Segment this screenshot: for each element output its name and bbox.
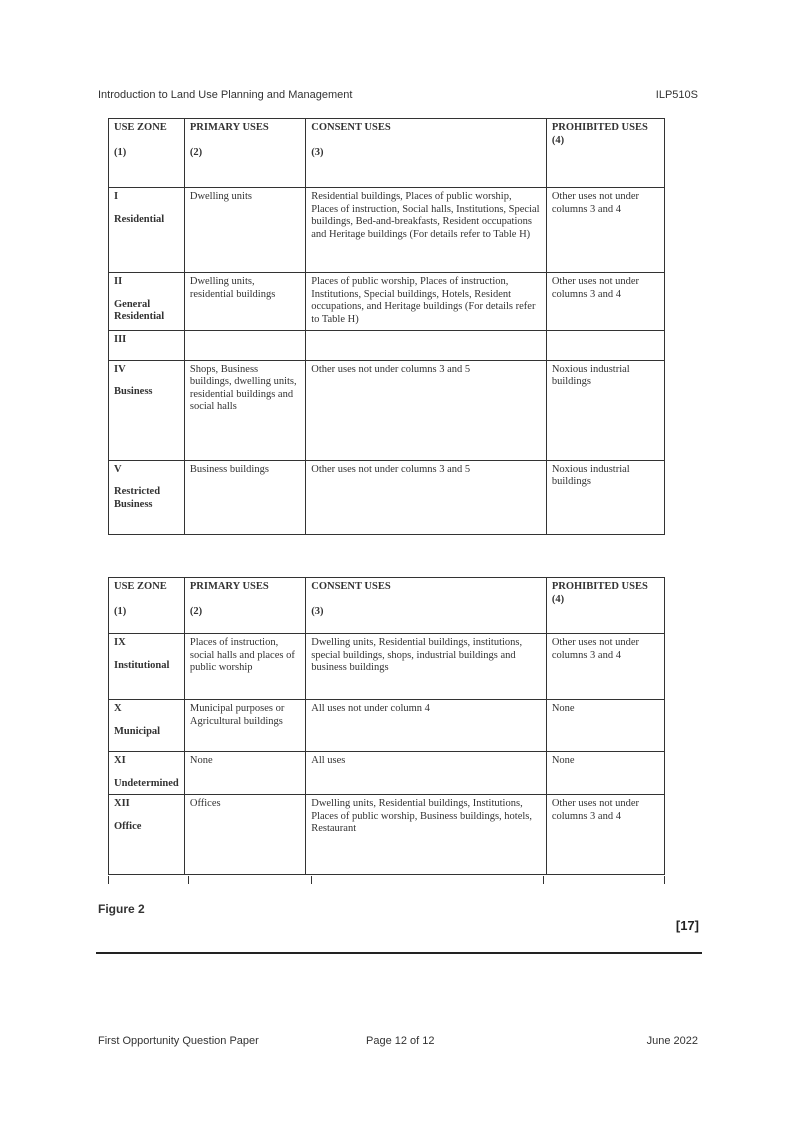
prohibited-uses-cell: None [546,752,664,795]
header-course-title: Introduction to Land Use Planning and Management [98,89,353,101]
zone-number: IX [114,637,126,648]
consent-uses-cell: Residential buildings, Places of public worship, Places of instruction, Social halls, Institutions, Special buildings, Bed-and-breakfasts, Resident occupations and Heritage buildings (For details refer to Table H) [306,188,547,273]
use-zone-cell [109,460,185,534]
zone-number: XI [114,755,126,766]
prohibited-uses-cell: None [546,700,664,752]
header-course-code: ILP510S [655,89,698,101]
col-number: (2) [189,606,203,617]
divider [96,952,702,954]
table-row [109,331,665,361]
primary-uses-cell: Dwelling units [184,188,305,273]
col-number: (1) [114,606,127,617]
primary-uses-cell: Offices [184,795,305,875]
col-header-primary-uses: PRIMARY USES [189,122,269,133]
primary-uses-cell: Municipal purposes or Agricultural buildings [184,700,305,752]
prohibited-uses-cell [546,331,664,361]
table-border-tick [664,876,665,884]
col-number: (4) [551,593,565,605]
consent-uses-cell: Places of public worship, Places of instruction, Institutions, Special buildings, Hotels, Resident occupations, and Heritage buildings (For details refer to Table H) [306,273,547,331]
footer-page-number: Page 12 of 12 [366,1035,435,1047]
zone-number: XII [114,798,130,809]
table-row [109,273,665,331]
zone-name: Office [114,820,142,832]
zoning-table-1 [108,118,665,535]
figure-label: Figure 2 [98,902,145,916]
zone-name: Residential [114,213,165,225]
table-row [109,188,665,273]
col-header-use-zone: USE ZONE [114,581,167,592]
prohibited-uses-cell: Other uses not under columns 3 and 4 [546,634,664,700]
marks-total: [17] [675,918,699,933]
col-header-consent-uses: CONSENT USES [311,581,391,592]
primary-uses-cell [184,331,305,361]
col-number: (3) [311,606,324,617]
table-row [109,795,665,875]
primary-uses-cell: Dwelling units, residential buildings [184,273,305,331]
consent-uses-cell: Dwelling units, Residential buildings, institutions, special buildings, shops, industrial buildings and business buildings [306,634,547,700]
consent-uses-cell: Other uses not under columns 3 and 5 [306,360,547,460]
use-zone-cell [109,331,185,361]
footer-date: June 2022 [646,1035,698,1047]
use-zone-cell [109,795,185,875]
table-row [109,460,665,534]
zoning-table-2 [108,577,665,875]
consent-uses-cell: Dwelling units, Residential buildings, Institutions, Places of public worship, Business buildings, hotels, Restaurant [306,795,547,875]
use-zone-cell [109,188,185,273]
col-number: (3) [311,147,324,158]
prohibited-uses-cell: Other uses not under columns 3 and 4 [546,188,664,273]
consent-uses-cell: All uses not under column 4 [306,700,547,752]
table-row [109,634,665,700]
table-header-row [109,119,665,188]
primary-uses-cell: Business buildings [184,460,305,534]
zone-name: Restricted Business [114,486,161,510]
zone-name: Business [114,386,153,397]
col-header-consent-uses: CONSENT USES [311,122,391,133]
use-zone-cell [109,360,185,460]
table-row [109,360,665,460]
zone-number: II [114,276,123,287]
zone-number: I [114,191,119,202]
footer-paper: First Opportunity Question Paper [98,1035,259,1047]
table-row [109,752,665,795]
col-header-primary-uses: PRIMARY USES [189,581,269,592]
zone-name: Municipal [114,725,161,737]
col-number: (1) [114,147,127,158]
consent-uses-cell: All uses [306,752,547,795]
col-number: (2) [189,147,203,158]
use-zone-cell [109,752,185,795]
consent-uses-cell: Other uses not under columns 3 and 5 [306,460,547,534]
zone-number: V [114,463,122,475]
table-border-tick [543,876,544,884]
use-zone-cell [109,700,185,752]
table-border-tick [108,876,109,884]
prohibited-uses-cell: Other uses not under columns 3 and 4 [546,795,664,875]
table-border-tick [311,876,312,884]
use-zone-cell [109,273,185,331]
table-header-row [109,578,665,634]
prohibited-uses-cell: Noxious industrial buildings [546,360,664,460]
primary-uses-cell: None [184,752,305,795]
consent-uses-cell [306,331,547,361]
prohibited-uses-cell: Other uses not under columns 3 and 4 [546,273,664,331]
primary-uses-cell: Shops, Business buildings, dwelling units, residential buildings and social halls [184,360,305,460]
primary-uses-cell: Places of instruction, social halls and places of public worship [184,634,305,700]
zone-name: General Residential [114,298,165,322]
table-row [109,700,665,752]
zone-number: III [114,334,127,345]
table-border-tick [188,876,189,884]
zone-number: IV [114,363,126,375]
col-number: (4) [551,134,565,146]
zone-number: X [114,703,122,714]
col-header-prohibited-uses: PROHIBITED USES [551,122,648,133]
col-header-use-zone: USE ZONE [114,122,167,133]
zone-name: Institutional [114,659,170,671]
col-header-prohibited-uses: PROHIBITED USES [551,581,648,592]
zone-name: Undetermined [114,777,179,789]
prohibited-uses-cell: Noxious industrial buildings [546,460,664,534]
use-zone-cell [109,634,185,700]
